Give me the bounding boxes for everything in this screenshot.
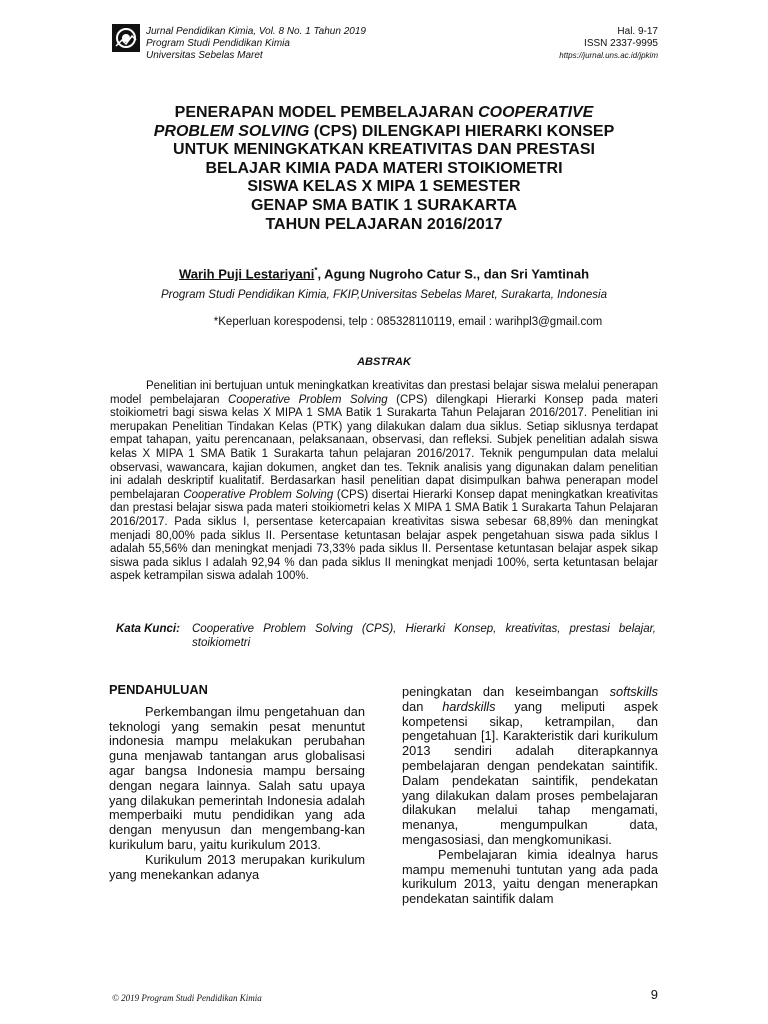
page-range: Hal. 9-17 <box>617 26 658 37</box>
program-name: Program Studi Pendidikan Kimia <box>146 38 290 49</box>
journal-url[interactable]: https://jurnal.uns.ac.id/jpkim <box>559 51 658 60</box>
section-heading: PENDAHULUAN <box>109 682 208 697</box>
university-name: Universitas Sebelas Maret <box>146 50 263 61</box>
corresponding-author: Warih Puji Lestariyani <box>178 266 315 282</box>
paragraph: Pembelajaran kimia idealnya harus mampu memenuhi tuntutan yang ada pada kurikulum 2013, yaitu dengan menerapkan pendekatan saintifik dalam <box>402 846 658 907</box>
journal-logo-icon <box>112 24 140 52</box>
abstract-text: Penelitian ini bertujuan untuk meningkatkan kreativitas dan prestasi belajar siswa melalui penerapan model pembelajaran Cooperative Problem Solving (CPS) dilengkapi Hierarki Konsep pada materi stoikiometri bagi siswa kelas X MIPA 1 SMA Batik 1 Surakarta Tahun Pelajaran 2016/2017. Penelitian ini merupakan Penelitian Tindakan Kelas (PTK) yang dilakukan dalam dua siklus. Setiap siklusnya terdapat empat tahapan, yaitu perencanaan, pelaksanaan, observasi, dan refleksi. Subjek penelitian adalah siswa kelas X MIPA 1 SMA Batik 1 Surakarta tahun pelajaran 2016/2017. Teknik pengumpulan data melalui observasi, wawancara, kajian dokumen, angket dan tes. Teknik analisis yang digunakan dalam penelitian ini adalah deskriptif kualitatif. Berdasarkan hasil penelitian dapat disimpulkan bahwa penerapan model pembelajaran Cooperative Problem Solving (CPS) disertai Hierarki Konsep dapat meningkatkan kreativitas dan prestasi belajar siswa pada materi stoikiometri kelas X MIPA 1 SMA Batik 1 Surakarta Tahun Pelajaran 2016/2017. Pada siklus I, persentase ketercapaian kreativitas siswa sebesar 68,89% dan meningkat menjadi 80,00% pada siklus II. Persentase ketuntasan belajar aspek pengetahuan siswa pada siklus I adalah 55,56% dan meningkat menjadi 73,33% pada siklus II. Persentase ketuntasan belajar aspek sikap siswa pada siklus I adalah 92,94 % dan pada siklus II meningkat menjadi 100%, serta ketuntasan belajar aspek ketrampilan siswa adalah 100%. <box>110 380 658 583</box>
page-number: 9 <box>650 987 658 1002</box>
publication-info <box>559 26 658 62</box>
body-column-left <box>109 683 365 882</box>
issn: ISSN 2337-9995 <box>584 38 658 49</box>
paragraph: Kurikulum 2013 merupakan kurikulum yang menekankan adanya <box>109 851 365 882</box>
footer-copyright: © 2019 Program Studi Pendidikan Kimia <box>112 993 262 1003</box>
journal-name: Jurnal Pendidikan Kimia, Vol. 8 No. 1 Tahun 2019 <box>146 26 366 37</box>
body-column-right <box>402 685 658 907</box>
keywords-label: Kata Kunci: <box>116 623 180 635</box>
journal-info <box>146 26 366 62</box>
author-list: Warih Puji Lestariyani*, Agung Nugroho Catur S., dan Sri Yamtinah <box>178 266 590 282</box>
paper-title: PENERAPAN MODEL PEMBELAJARAN COOPERATIVE PROBLEM SOLVING (CPS) DILENGKAPI HIERARKI KONSEP UNTUK MENINGKATKAN KREATIVITAS DAN PRESTASI BELAJAR KIMIA PADA MATERI STOIKIOMETRI SISWA KELAS X MIPA 1 SEMESTER GENAP SMA BATIK 1 SURAKARTA TAHUN PELAJARAN 2016/2017 <box>153 104 615 233</box>
abstract-heading: ABSTRAK <box>357 356 411 368</box>
keywords <box>116 622 656 650</box>
affiliation: Program Studi Pendidikan Kimia, FKIP,Universitas Sebelas Maret, Surakarta, Indonesia <box>161 289 607 301</box>
keywords-value: Cooperative Problem Solving (CPS), Hierarki Konsep, kreativitas, prestasi belajar, stoikiometri <box>192 623 656 649</box>
correspondence: *Keperluan korespodensi, telp : 085328110119, email : warihpl3@gmail.com <box>213 316 603 328</box>
paragraph: peningkatan dan keseimbangan softskills dan hardskills yang meliputi aspek kompetensi sikap, ketrampilan, dan pengetahuan [1]. Karakteristik dari kurikulum 2013 sendiri adalah diterapkannya pembelajaran dengan pendekatan saintifik. Dalam pendekatan saintifik, pendekatan yang dilakukan dalam proses pembelajaran dilakukan melalui tahap mengamati, menanya, mengumpulkan data, mengasosiasi, dan mengkomunikasi. <box>402 684 658 847</box>
paragraph: Perkembangan ilmu pengetahuan dan teknologi yang semakin pesat menuntut indonesia mampu melakukan perubahan guna menjawab tantangan arus globalisasi agar bangsa Indonesia mampu bersaing dengan negara lainnya. Salah satu upaya yang dilakukan pemerintah Indonesia adalah memperbaiki mutu pendidikan yang ada dengan menyusun dan mengembang-kan kurikulum baru, yaitu kurikulum 2013. <box>109 703 365 852</box>
